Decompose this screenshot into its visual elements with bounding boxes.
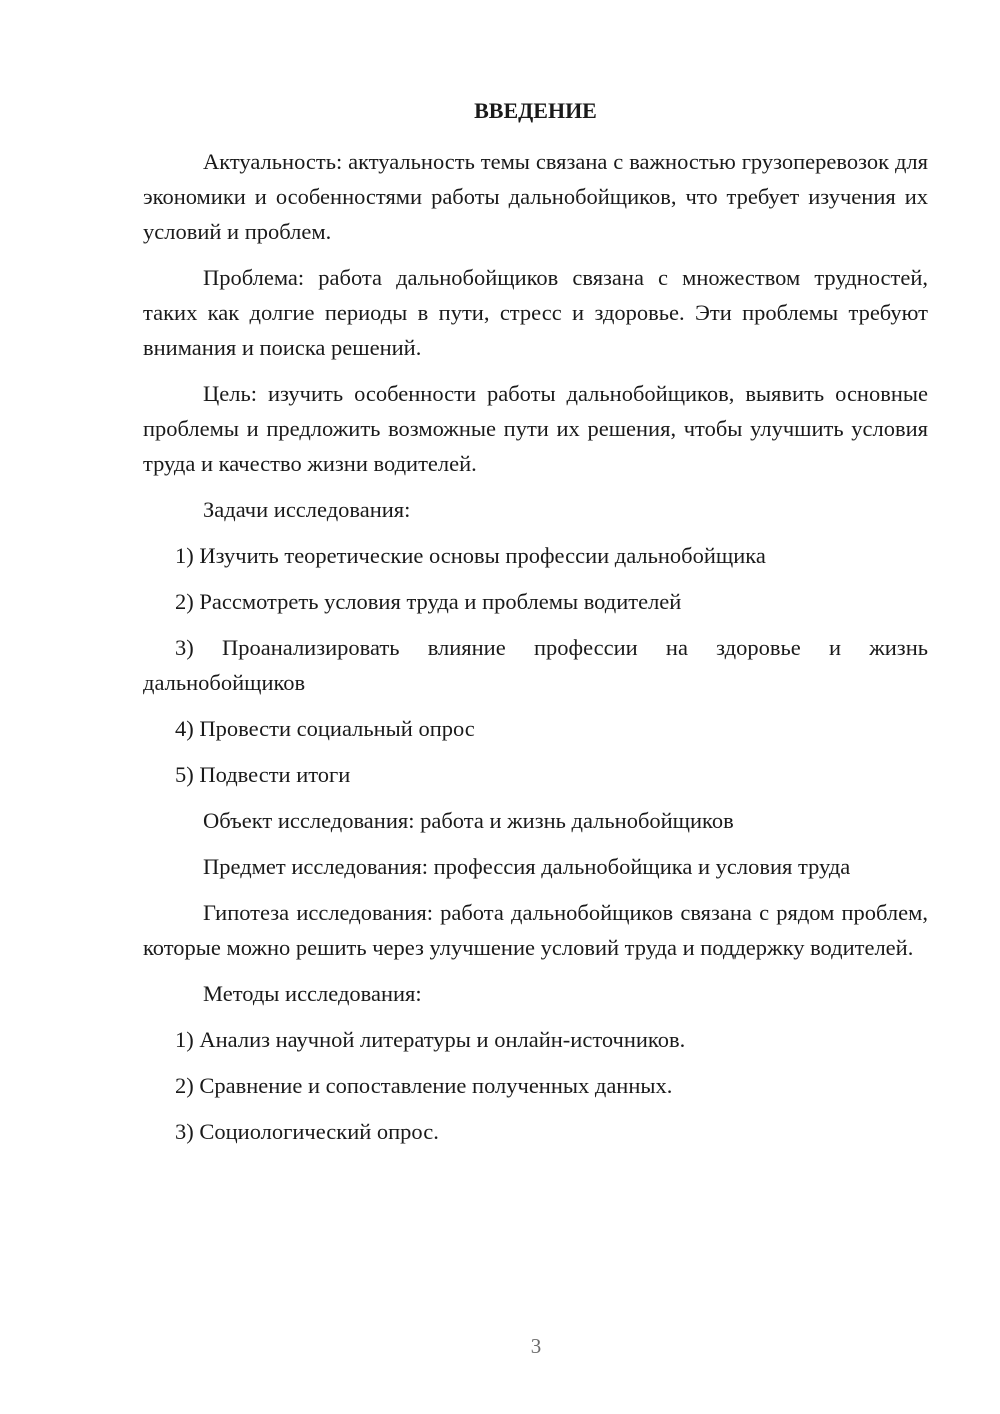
task-item: 3) Проанализировать влияние профессии на здоровье и жизнь дальнобойщиков — [143, 635, 928, 695]
tasks-heading: Задачи исследования: — [203, 497, 411, 522]
page-title: ВВЕДЕНИЕ — [474, 98, 597, 123]
methods-heading: Методы исследования: — [203, 981, 422, 1006]
task-item: 2) Рассмотреть условия труда и проблемы водителей — [175, 589, 682, 614]
method-item: 1) Анализ научной литературы и онлайн-источников. — [175, 1027, 686, 1052]
method-item: 2) Сравнение и сопоставление полученных данных. — [175, 1073, 673, 1098]
method-item: 3) Социологический опрос. — [175, 1119, 439, 1144]
page-number: 3 — [530, 1334, 542, 1358]
object-paragraph: Объект исследования: работа и жизнь дальнобойщиков — [203, 808, 734, 833]
subject-paragraph: Предмет исследования: профессия дальнобойщика и условия труда — [203, 854, 851, 879]
goal-paragraph: Цель: изучить особенности работы дальнобойщиков, выявить основные проблемы и предложить возможные пути их решения, чтобы улучшить условия труда и качество жизни водителей. — [143, 381, 928, 476]
task-item: 5) Подвести итоги — [175, 762, 351, 787]
problem-paragraph: Проблема: работа дальнобойщиков связана с множеством трудностей, таких как долгие периоды в пути, стресс и здоровье. Эти проблемы требуют внимания и поиска решений. — [143, 265, 928, 360]
hypothesis-paragraph: Гипотеза исследования: работа дальнобойщиков связана с рядом проблем, которые можно решить через улучшение условий труда и поддержку водителей. — [143, 900, 928, 960]
document-page — [143, 96, 928, 1160]
task-item: 1) Изучить теоретические основы профессии дальнобойщика — [175, 543, 766, 568]
relevance-paragraph: Актуальность: актуальность темы связана с важностью грузоперевозок для экономики и особенностями работы дальнобойщиков, что требует изучения их условий и проблем. — [143, 149, 928, 244]
task-item: 4) Провести социальный опрос — [175, 716, 475, 741]
